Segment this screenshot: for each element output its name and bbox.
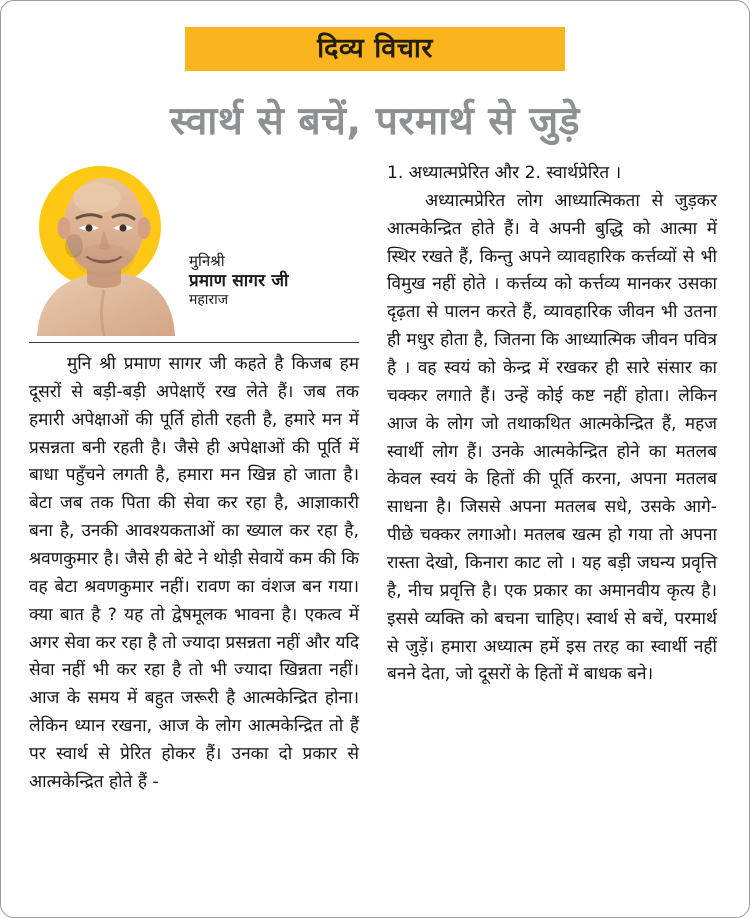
author-block xyxy=(29,160,359,336)
article-body xyxy=(1,160,749,797)
masthead xyxy=(1,1,749,71)
author-title: महाराज xyxy=(189,292,229,308)
author-caption xyxy=(189,160,289,310)
right-column-paragraph: अध्यात्मप्रेरित लोग आध्यात्मिकता से जुड़कर आत्मकेन्द्रित होते हैं। वे अपनी बुद्धि को आत्मा में स्थिर रखते हैं, किन्तु अपने व्यावहारिक कर्त्तव्यों से भी विमुख नहीं होते । कर्त्तव्य को कर्त्तव्य मानकर उसका दृढ़ता से पालन करते हैं, व्यावहारिक जीवन भी उतना ही मधुर होता है, जितना कि आध्यात्मिक जीवन पवित्र है । वह स्वयं को केन्द्र में रखकर ही सारे संसार का चक्कर लगाते हैं। उन्हें कोई कष्ट नहीं होता। लेकिन आज के लोग जो तथाकथित आत्मकेन्द्रित हैं, महज स्वार्थी लोग हैं। उनके आत्मकेन्द्रित होने का मतलब केवल स्वयं के हितों की पूर्ति करना, अपना मतलब साधना है। जिससे अपना मतलब सधे, उसके आगे-पीछे चक्कर लगाओ। मतलब खत्म हो गया तो अपना रास्ता देखो, किनारा काट लो । यह बड़ी जघन्य प्रवृत्ति है, नीच प्रवृत्ति है। एक प्रकार का अमानवीय कृत्य है। इससे व्यक्ति को बचना चाहिए। स्वार्थ से बचें, परमार्थ से जुड़ें। हमारा अध्यात्म हमें इस तरह का स्वार्थी नहीं बनने देता, जो दूसरों के हितों में बाधक बने। xyxy=(387,190,717,685)
monk-portrait-illustration xyxy=(29,160,179,336)
author-honorific: मुनिश्री xyxy=(189,252,225,270)
masthead-title: दिव्य विचार xyxy=(317,32,433,64)
author-photo xyxy=(29,160,179,336)
caption-divider xyxy=(29,342,359,343)
column-right xyxy=(387,160,717,689)
column-left xyxy=(29,160,359,797)
right-column-list-line: 1. अध्यात्मप्रेरित और 2. स्वार्थप्रेरित । xyxy=(387,163,622,183)
masthead-banner xyxy=(185,27,565,71)
article-headline: स्वार्थ से बचें, परमार्थ से जुड़े xyxy=(169,99,581,144)
left-column-paragraph: मुनि श्री प्रमाण सागर जी कहते है किजब हम दूसरों से बड़ी-बड़ी अपेक्षाएँ रख लेते हैं। जब तक हमारी अपेक्षाओं की पूर्ति होती रहती है, हमारे मन में प्रसन्नता बनी रहती है। जैसे ही अपेक्षाओं की पूर्ति में बाधा पहुँचने लगती है, हमारा मन खिन्न हो जाता है। बेटा जब तक पिता की सेवा कर रहा है, आज्ञाकारी बना है, उनकी आवश्यकताओं का ख्याल कर रहा है, श्रवणकुमार है। जैसे ही बेटे ने थोड़ी सेवायें कम की कि वह बेटा श्रवणकुमार नहीं। रावण का वंशज बन गया। क्या बात है ? यह तो द्वेषमूलक भावना है। एकत्व में अगर सेवा कर रहा है तो ज्यादा प्रसन्नता नहीं और यदि सेवा नहीं भी कर रहा है तो भी ज्यादा खिन्नता नहीं। आज के समय में बहुत जरूरी है आत्मकेन्द्रित होना। लेकिन ध्यान रखना, आज के लोग आत्मकेन्द्रित तो हैं पर स्वार्थ से प्रेरित होकर हैं। उनका दो प्रकार से आत्मकेन्द्रित होते हैं - xyxy=(29,354,359,792)
author-name: प्रमाण सागर जी xyxy=(189,270,289,291)
